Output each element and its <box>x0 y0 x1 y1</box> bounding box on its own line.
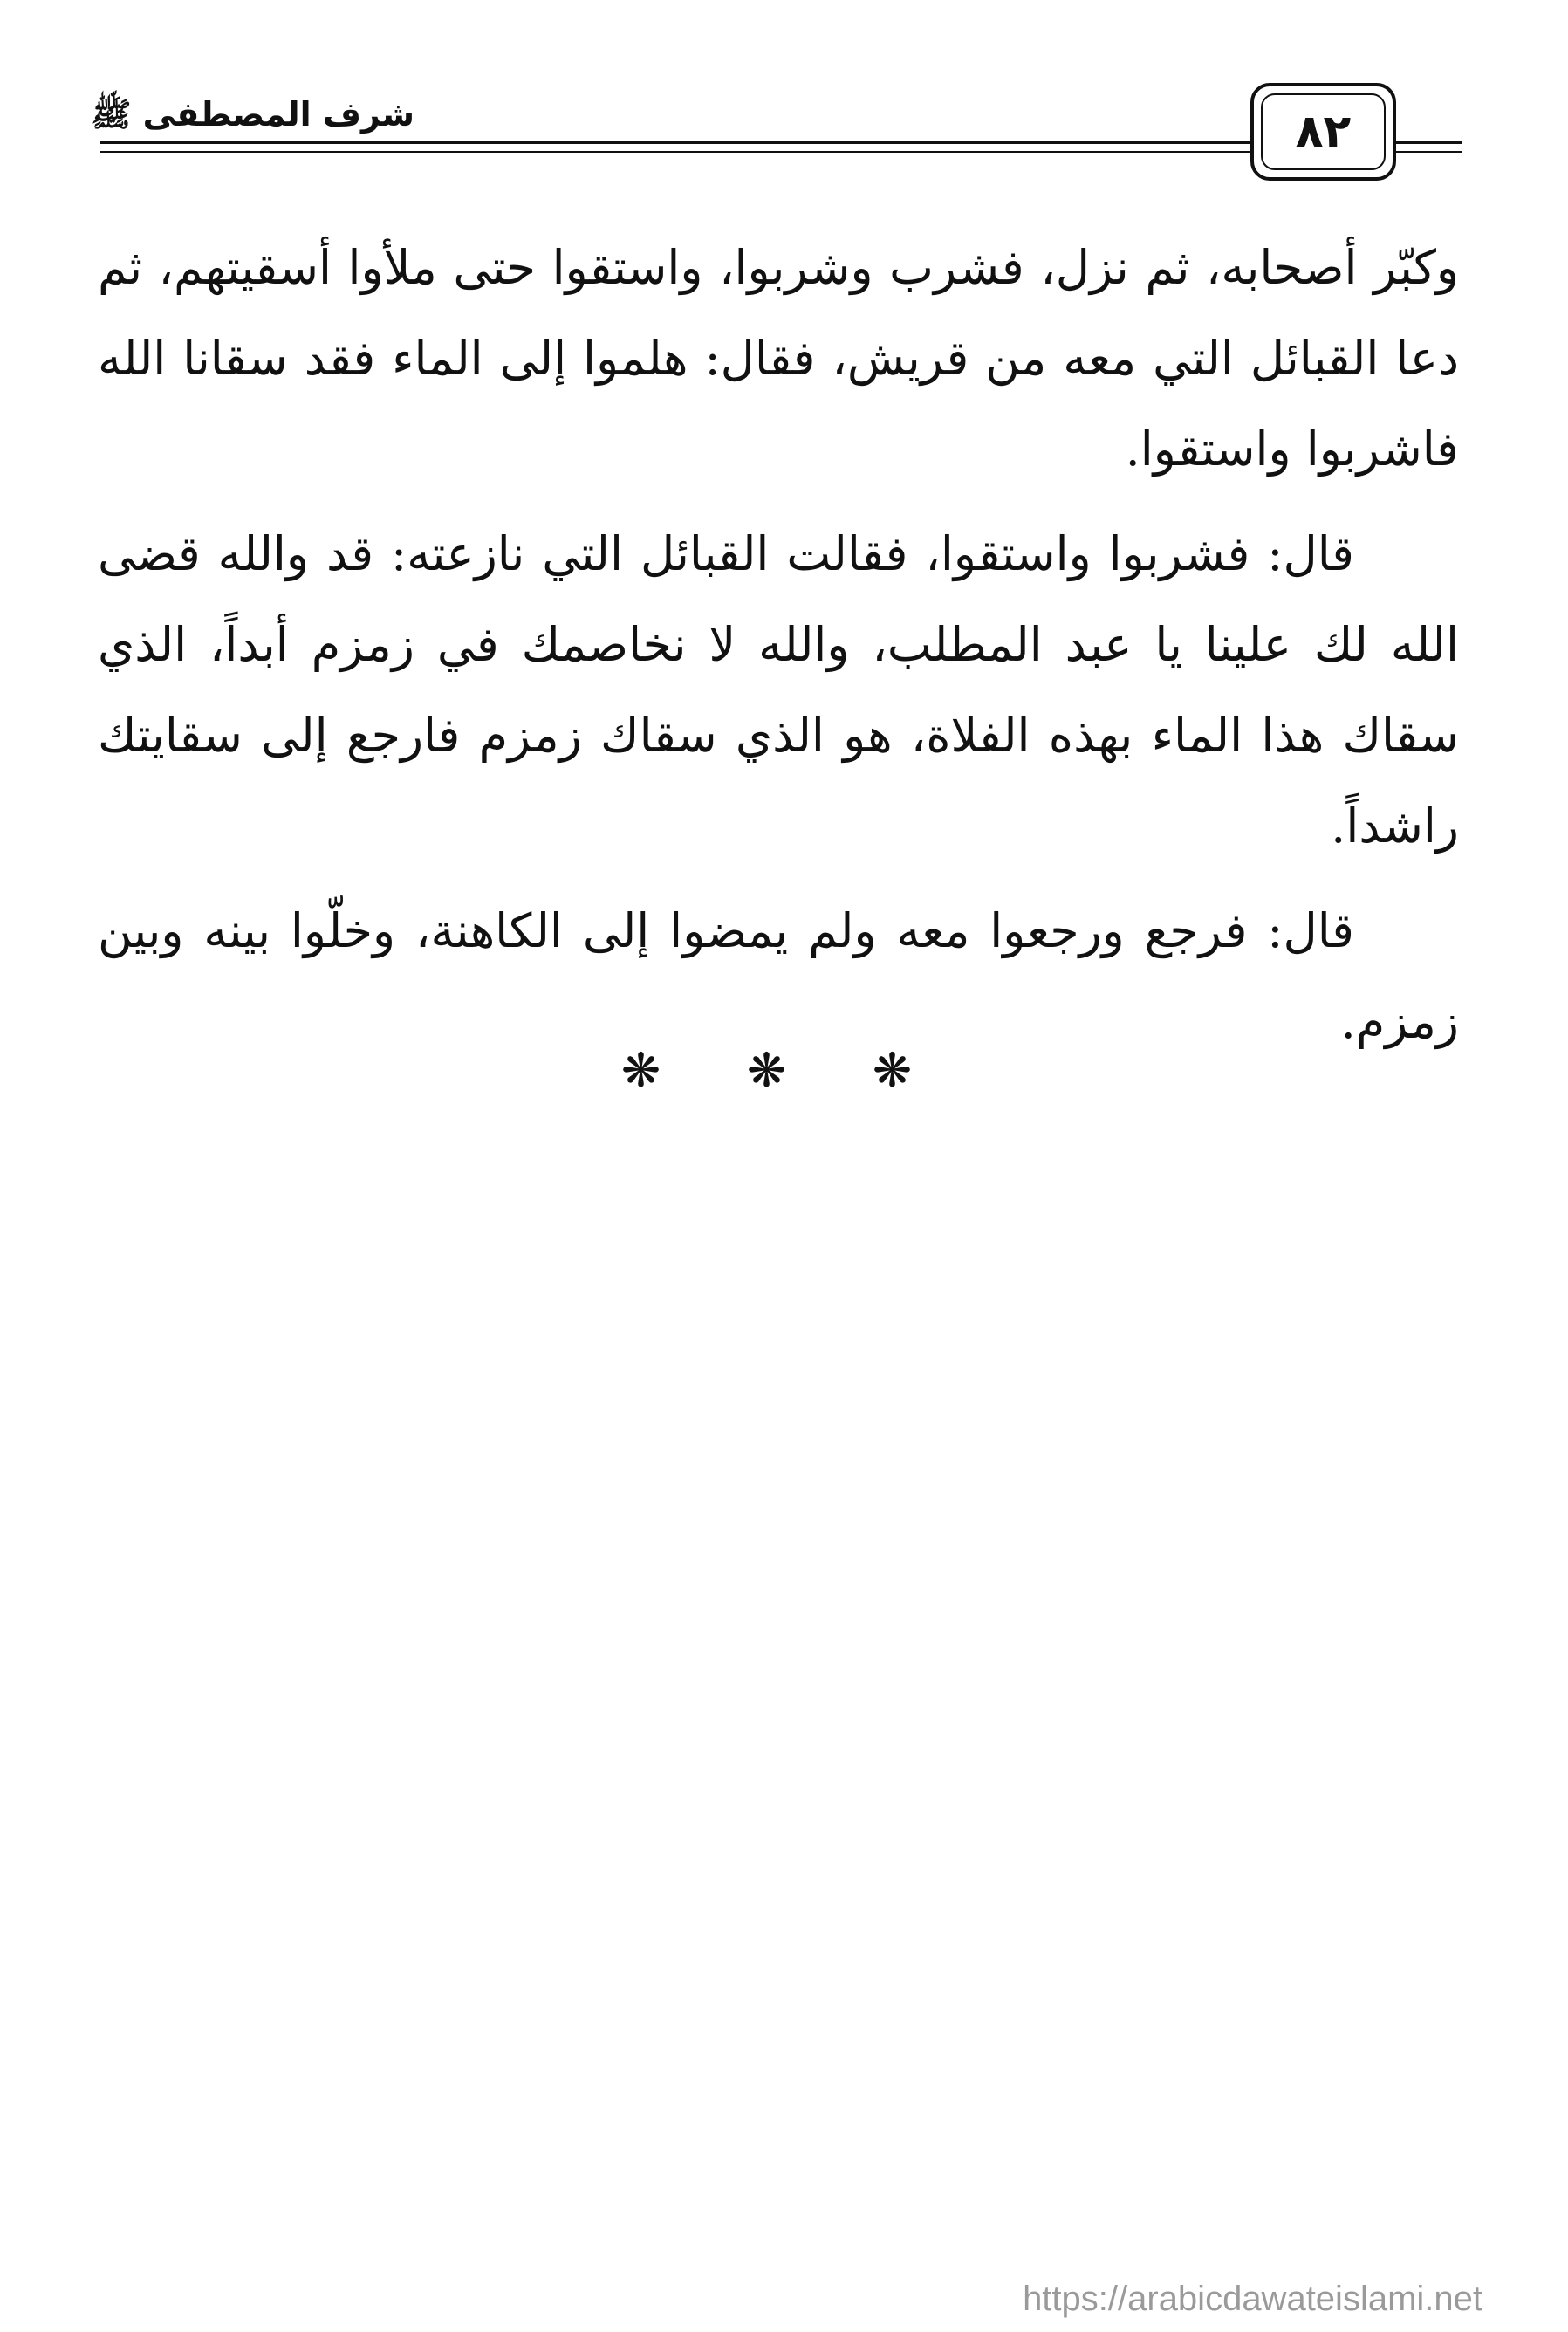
website-watermark: https://arabicdawateislami.net <box>1023 2280 1482 2318</box>
page-number: ٨٢ <box>1261 93 1386 170</box>
header-rule-thin <box>100 151 1250 153</box>
running-title: شرف المصطفى ﷺ <box>91 95 414 134</box>
page-number-frame <box>1250 83 1396 181</box>
page-header <box>91 83 1462 192</box>
header-rule-right-thin <box>1396 151 1462 153</box>
section-separator: ❋ ❋ ❋ <box>620 1043 948 1098</box>
paragraph-3: قال: فرجع ورجعوا معه ولم يمضوا إلى الكاهنة، وخلّوا بينه وبين زمزم. <box>98 903 1459 1049</box>
paragraph-2: قال: فشربوا واستقوا، فقالت القبائل التي نازعته: قد والله قضى الله لك علينا يا عبد المطلب، والله لا نخاصمك في زمزم أبداً، الذي سقاك هذا الماء بهذه الفلاة، هو الذي سقاك زمزم فارجع إلى سقايتك راشداً. <box>98 526 1459 854</box>
paragraph-1: وكبّر أصحابه، ثم نزل، فشرب وشربوا، واستقوا حتى ملأوا أسقيتهم، ثم دعا القبائل التي معه من قريش، فقال: هلموا إلى الماء فقد سقانا الله فاشربوا واستقوا. <box>98 240 1459 477</box>
header-rule-right <box>1396 141 1462 144</box>
body-text <box>98 223 1459 1067</box>
header-rule <box>100 141 1250 144</box>
